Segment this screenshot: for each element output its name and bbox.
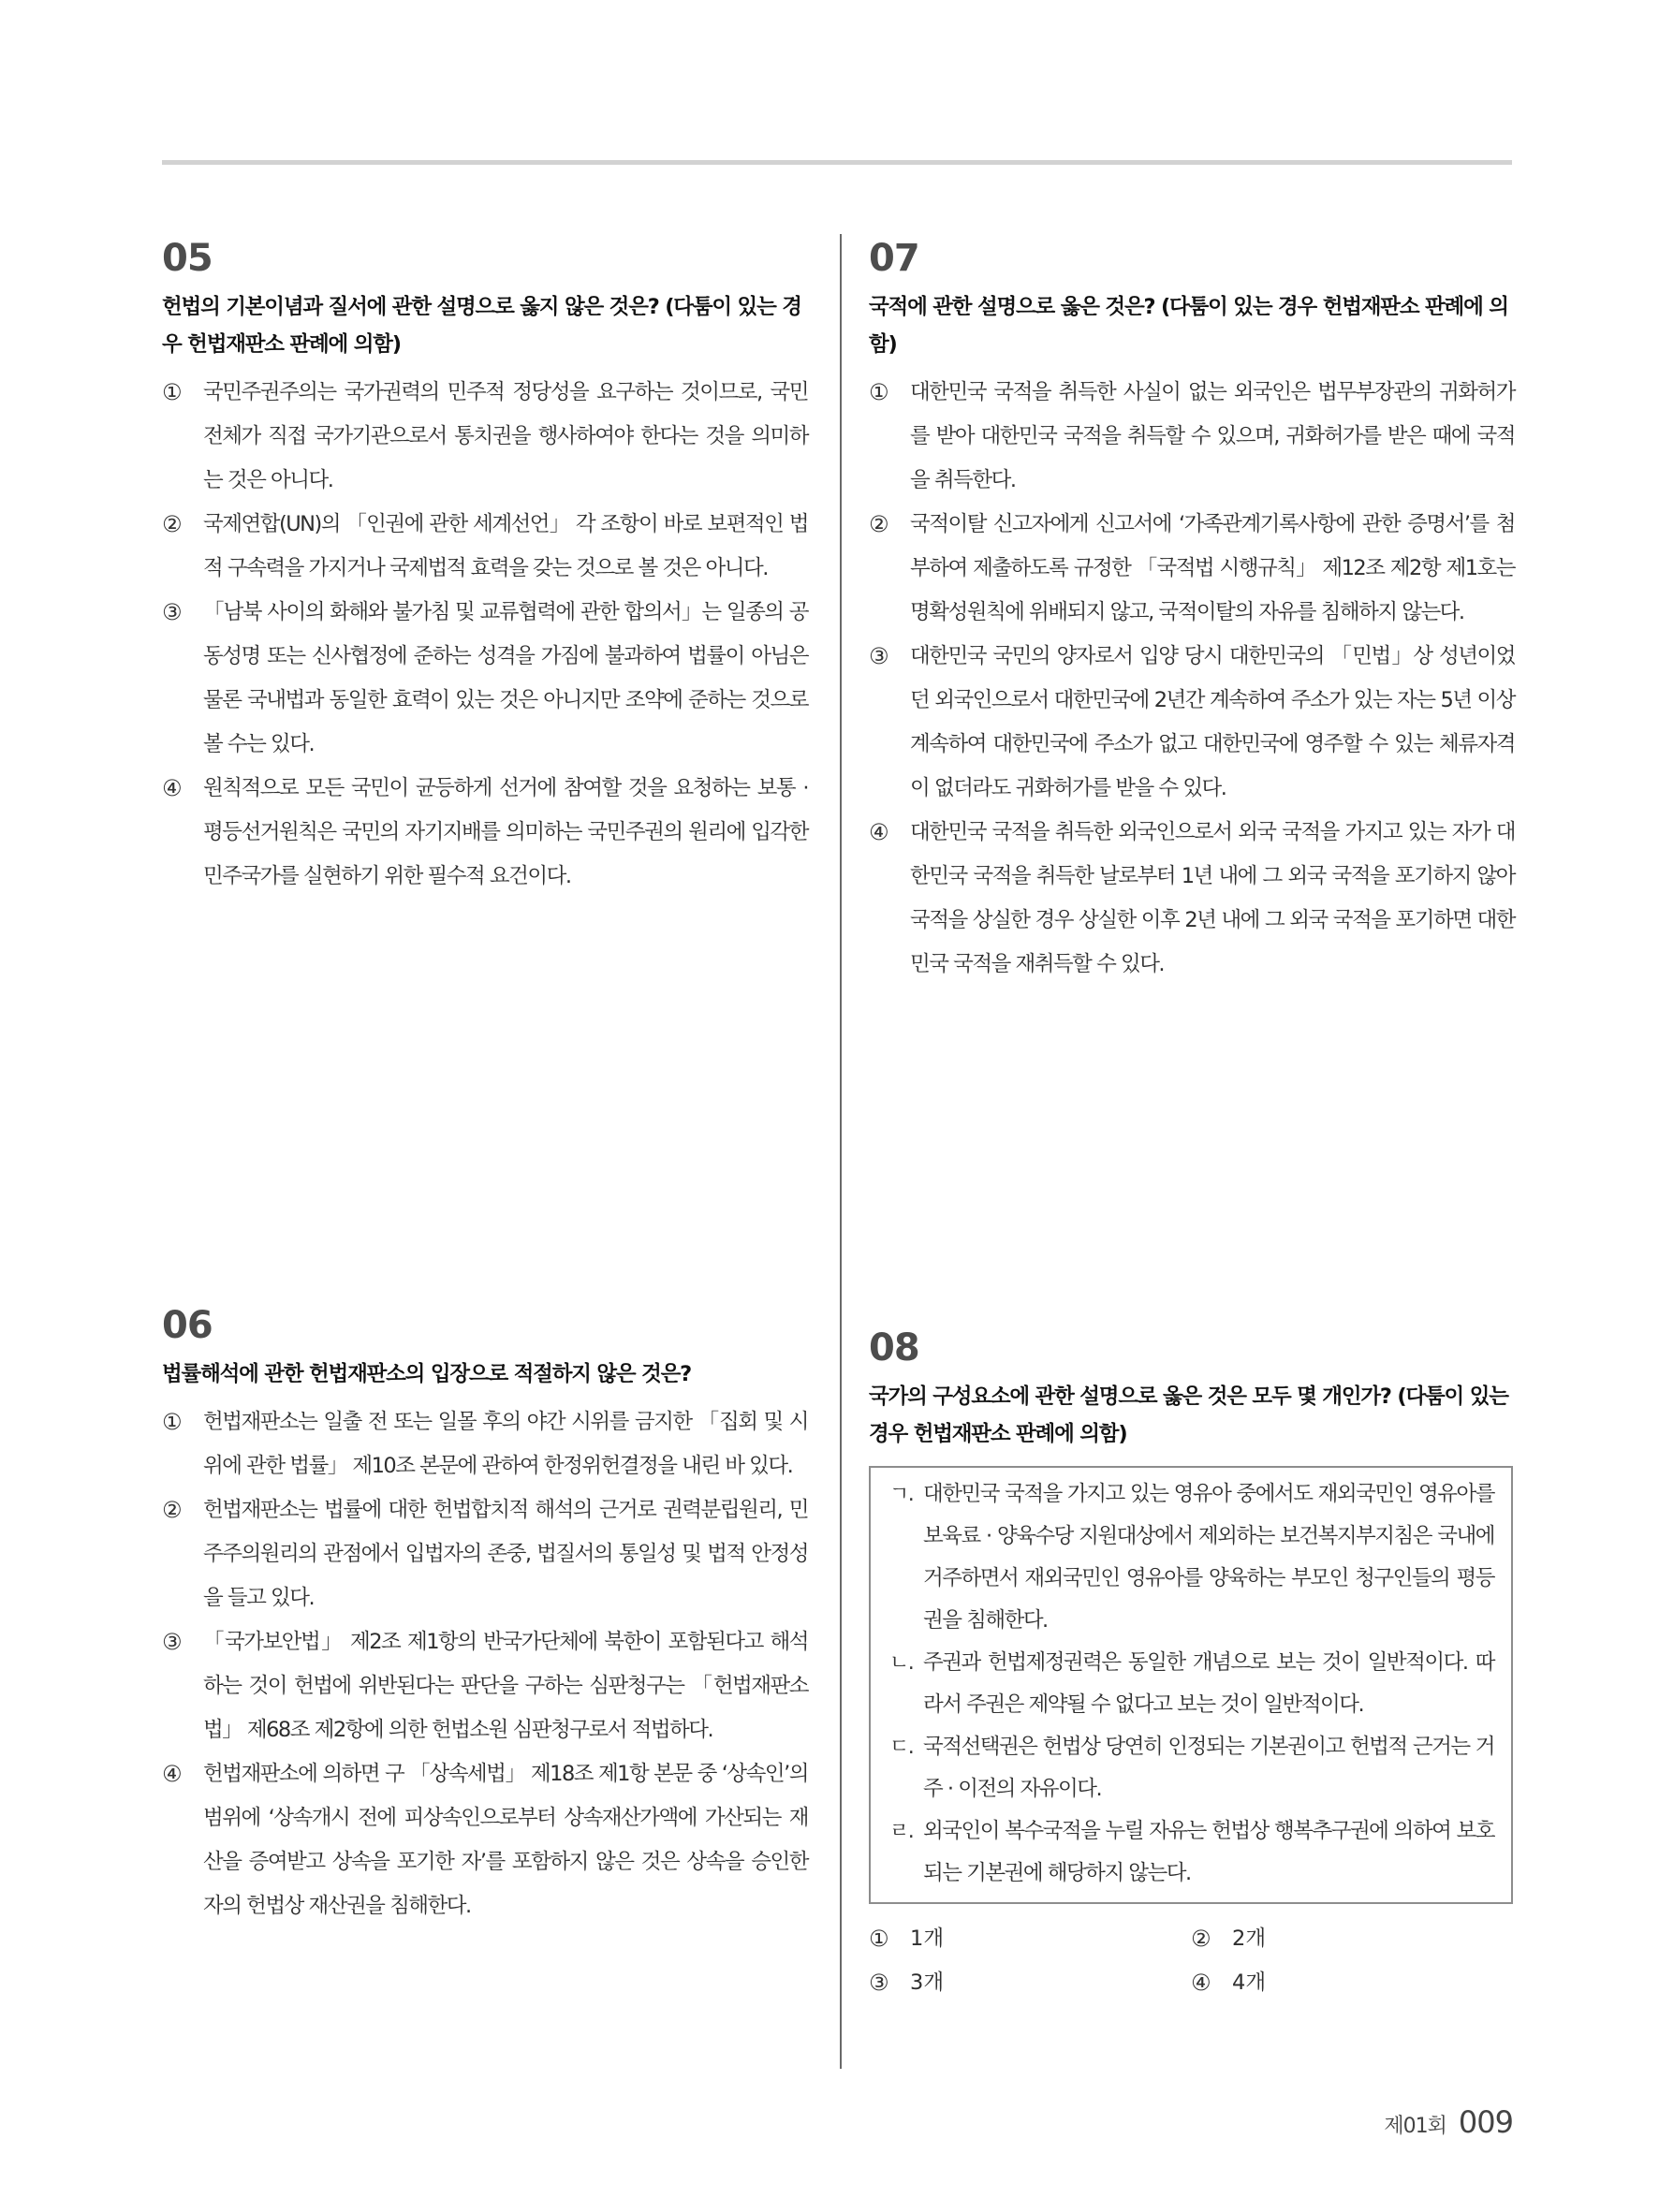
page-footer: [1358, 2104, 1513, 2140]
answer-option-1[interactable]: [869, 1917, 1191, 1961]
question-07: [869, 236, 1515, 987]
option-list: [869, 371, 1515, 987]
option-2[interactable]: [162, 503, 808, 591]
question-text: 국가의 구성요소에 관한 설명으로 옳은 것은 모두 몇 개인가? (다툼이 있는 경우 헌법재판소 판례에 의함): [869, 1384, 1508, 1446]
question-number: 05: [162, 237, 213, 280]
option-3[interactable]: [869, 635, 1515, 811]
option-marker: ④: [162, 1761, 182, 1787]
option-marker: ②: [869, 511, 888, 537]
statement-item: [884, 1473, 1494, 1642]
option-1[interactable]: [162, 371, 808, 503]
option-marker: ②: [162, 1497, 182, 1523]
option-text: 3개: [910, 1970, 945, 1995]
option-marker: ①: [162, 1409, 182, 1435]
option-3[interactable]: [162, 1620, 808, 1752]
statement-box: [869, 1466, 1513, 1904]
option-marker: ④: [869, 819, 888, 845]
question-number: 08: [869, 1326, 919, 1370]
option-marker: ①: [869, 1926, 889, 1952]
option-marker: ④: [1191, 1970, 1211, 1996]
option-marker: ②: [1191, 1926, 1211, 1952]
option-4[interactable]: [162, 1752, 808, 1928]
question-number: 07: [869, 237, 919, 280]
question-05: [162, 236, 808, 899]
question-text: 국적에 관한 설명으로 옳은 것은? (다툼이 있는 경우 헌법재판소 판례에 의함): [869, 295, 1508, 357]
statement-marker: ㄹ.: [889, 1820, 914, 1843]
option-marker: ③: [869, 1970, 889, 1996]
option-marker: ③: [162, 1629, 182, 1655]
exam-round-label: 제01회: [1384, 2115, 1446, 2138]
option-4[interactable]: [869, 811, 1515, 987]
option-4[interactable]: [162, 767, 808, 899]
statement-text: 주권과 헌법제정권력은 동일한 개념으로 보는 것이 일반적이다. 따라서 주권은 제약될 수 없다고 보는 것이 일반적이다.: [923, 1650, 1494, 1717]
option-text: 4개: [1232, 1970, 1267, 1995]
option-text: 국적이탈 신고자에게 신고서에 ‘가족관계기록사항에 관한 증명서’를 첨부하여 제출하도록 규정한 「국적법 시행규칙」 제12조 제2항 제1호는 명확성원칙에 위배되지 않고, 국적이탈의 자유를 침해하지 않는다.: [910, 512, 1515, 624]
option-marker: ①: [869, 379, 888, 405]
statement-marker: ㄱ.: [889, 1483, 914, 1506]
option-text: 대한민국 국적을 취득한 외국인으로서 외국 국적을 가지고 있는 자가 대한민국 국적을 취득한 날로부터 1년 내에 그 외국 국적을 포기하지 않아 국적을 상실한 경우 상실한 이후 2년 내에 그 외국 국적을 포기하면 대한민국 국적을 재취득할 수 있다.: [910, 820, 1515, 976]
option-text: 국민주권주의는 국가권력의 민주적 정당성을 요구하는 것이므로, 국민 전체가 직접 국가기관으로서 통치권을 행사하여야 한다는 것을 의미하는 것은 아니다.: [203, 380, 808, 492]
answer-option-2[interactable]: [1191, 1917, 1513, 1961]
option-text: 대한민국 국적을 취득한 사실이 없는 외국인은 법무부장관의 귀화허가를 받아 대한민국 국적을 취득할 수 있으며, 귀화허가를 받은 때에 국적을 취득한다.: [910, 380, 1515, 492]
statement-item: [884, 1810, 1494, 1895]
statement-marker: ㄷ.: [889, 1736, 914, 1759]
question-text: 헌법의 기본이념과 질서에 관한 설명으로 옳지 않은 것은? (다툼이 있는 경우 헌법재판소 판례에 의함): [162, 295, 801, 357]
option-text: 헌법재판소에 의하면 구 「상속세법」 제18조 제1항 본문 중 ‘상속인’의 범위에 ‘상속개시 전에 피상속인으로부터 상속재산가액에 가산되는 재산을 증여받고 상속을 포기한 자’를 포함하지 않은 것은 상속을 승인한 자의 헌법상 재산권을 침해한다.: [203, 1762, 808, 1918]
option-text: 헌법재판소는 일출 전 또는 일몰 후의 야간 시위를 금지한 「집회 및 시위에 관한 법률」 제10조 본문에 관하여 한정위헌결정을 내린 바 있다.: [203, 1410, 808, 1478]
question-06: [162, 1303, 808, 1928]
option-marker: ②: [162, 511, 182, 537]
option-text: 원칙적으로 모든 국민이 균등하게 선거에 참여할 것을 요청하는 보통 · 평등선거원칙은 국민의 자기지배를 의미하는 국민주권의 원리에 입각한 민주국가를 실현하기 위한 필수적 요건이다.: [203, 776, 808, 888]
option-text: 「국가보안법」 제2조 제1항의 반국가단체에 북한이 포함된다고 해석하는 것이 헌법에 위반된다는 판단을 구하는 심판청구는 「헌법재판소법」 제68조 제2항에 의한 헌법소원 심판청구로서 적법하다.: [203, 1630, 808, 1742]
option-1[interactable]: [162, 1400, 808, 1488]
question-08: [869, 1326, 1513, 2005]
option-1[interactable]: [869, 371, 1515, 503]
option-text: 국제연합(UN)의 「인권에 관한 세계선언」 각 조항이 바로 보편적인 법적 구속력을 가지거나 국제법적 효력을 갖는 것으로 볼 것은 아니다.: [203, 512, 808, 580]
statement-text: 국적선택권은 헌법상 당연히 인정되는 기본권이고 헌법적 근거는 거주 · 이전의 자유이다.: [923, 1735, 1494, 1801]
statement-marker: ㄴ.: [889, 1651, 914, 1675]
option-text: 대한민국 국민의 양자로서 입양 당시 대한민국의 「민법」상 성년이었던 외국인으로서 대한민국에 2년간 계속하여 주소가 있는 자는 5년 이상 계속하여 대한민국에 주소가 없고 대한민국에 영주할 수 있는 체류자격이 없더라도 귀화허가를 받을 수 있다.: [910, 644, 1515, 800]
option-marker: ③: [869, 643, 888, 669]
answer-option-3[interactable]: [869, 1961, 1191, 2005]
option-2[interactable]: [162, 1488, 808, 1620]
option-text: 1개: [910, 1926, 945, 1951]
option-marker: ④: [162, 775, 182, 801]
option-2[interactable]: [869, 503, 1515, 635]
option-marker: ③: [162, 599, 182, 625]
statement-text: 외국인이 복수국적을 누릴 자유는 헌법상 행복추구권에 의하여 보호되는 기본권에 해당하지 않는다.: [923, 1819, 1494, 1885]
option-marker: ①: [162, 379, 182, 405]
answer-option-4[interactable]: [1191, 1961, 1513, 2005]
page-number: 009: [1458, 2104, 1513, 2140]
option-text: 2개: [1232, 1926, 1267, 1951]
top-rule: [162, 160, 1512, 165]
option-text: 「남북 사이의 화해와 불가침 및 교류협력에 관한 합의서」는 일종의 공동성명 또는 신사협정에 준하는 성격을 가짐에 불과하여 법률이 아님은 물론 국내법과 동일한 효력이 있는 것은 아니지만 조약에 준하는 것으로 볼 수는 있다.: [203, 600, 808, 756]
question-number: 06: [162, 1304, 213, 1347]
option-list: [162, 1400, 808, 1928]
question-text: 법률해석에 관한 헌법재판소의 입장으로 적절하지 않은 것은?: [162, 1362, 692, 1386]
statement-item: [884, 1726, 1494, 1810]
option-3[interactable]: [162, 591, 808, 767]
column-divider: [840, 234, 842, 2069]
option-text: 헌법재판소는 법률에 대한 헌법합치적 해석의 근거로 권력분립원리, 민주주의원리의 관점에서 입법자의 존중, 법질서의 통일성 및 법적 안정성을 들고 있다.: [203, 1498, 808, 1610]
statement-item: [884, 1642, 1494, 1726]
option-list: [162, 371, 808, 899]
statement-text: 대한민국 국적을 가지고 있는 영유아 중에서도 재외국민인 영유아를 보육료 · 양육수당 지원대상에서 제외하는 보건복지부지침은 국내에 거주하면서 재외국민인 영유아를 양육하는 부모인 청구인들의 평등권을 침해한다.: [923, 1482, 1494, 1633]
answer-choices: [869, 1917, 1513, 2005]
